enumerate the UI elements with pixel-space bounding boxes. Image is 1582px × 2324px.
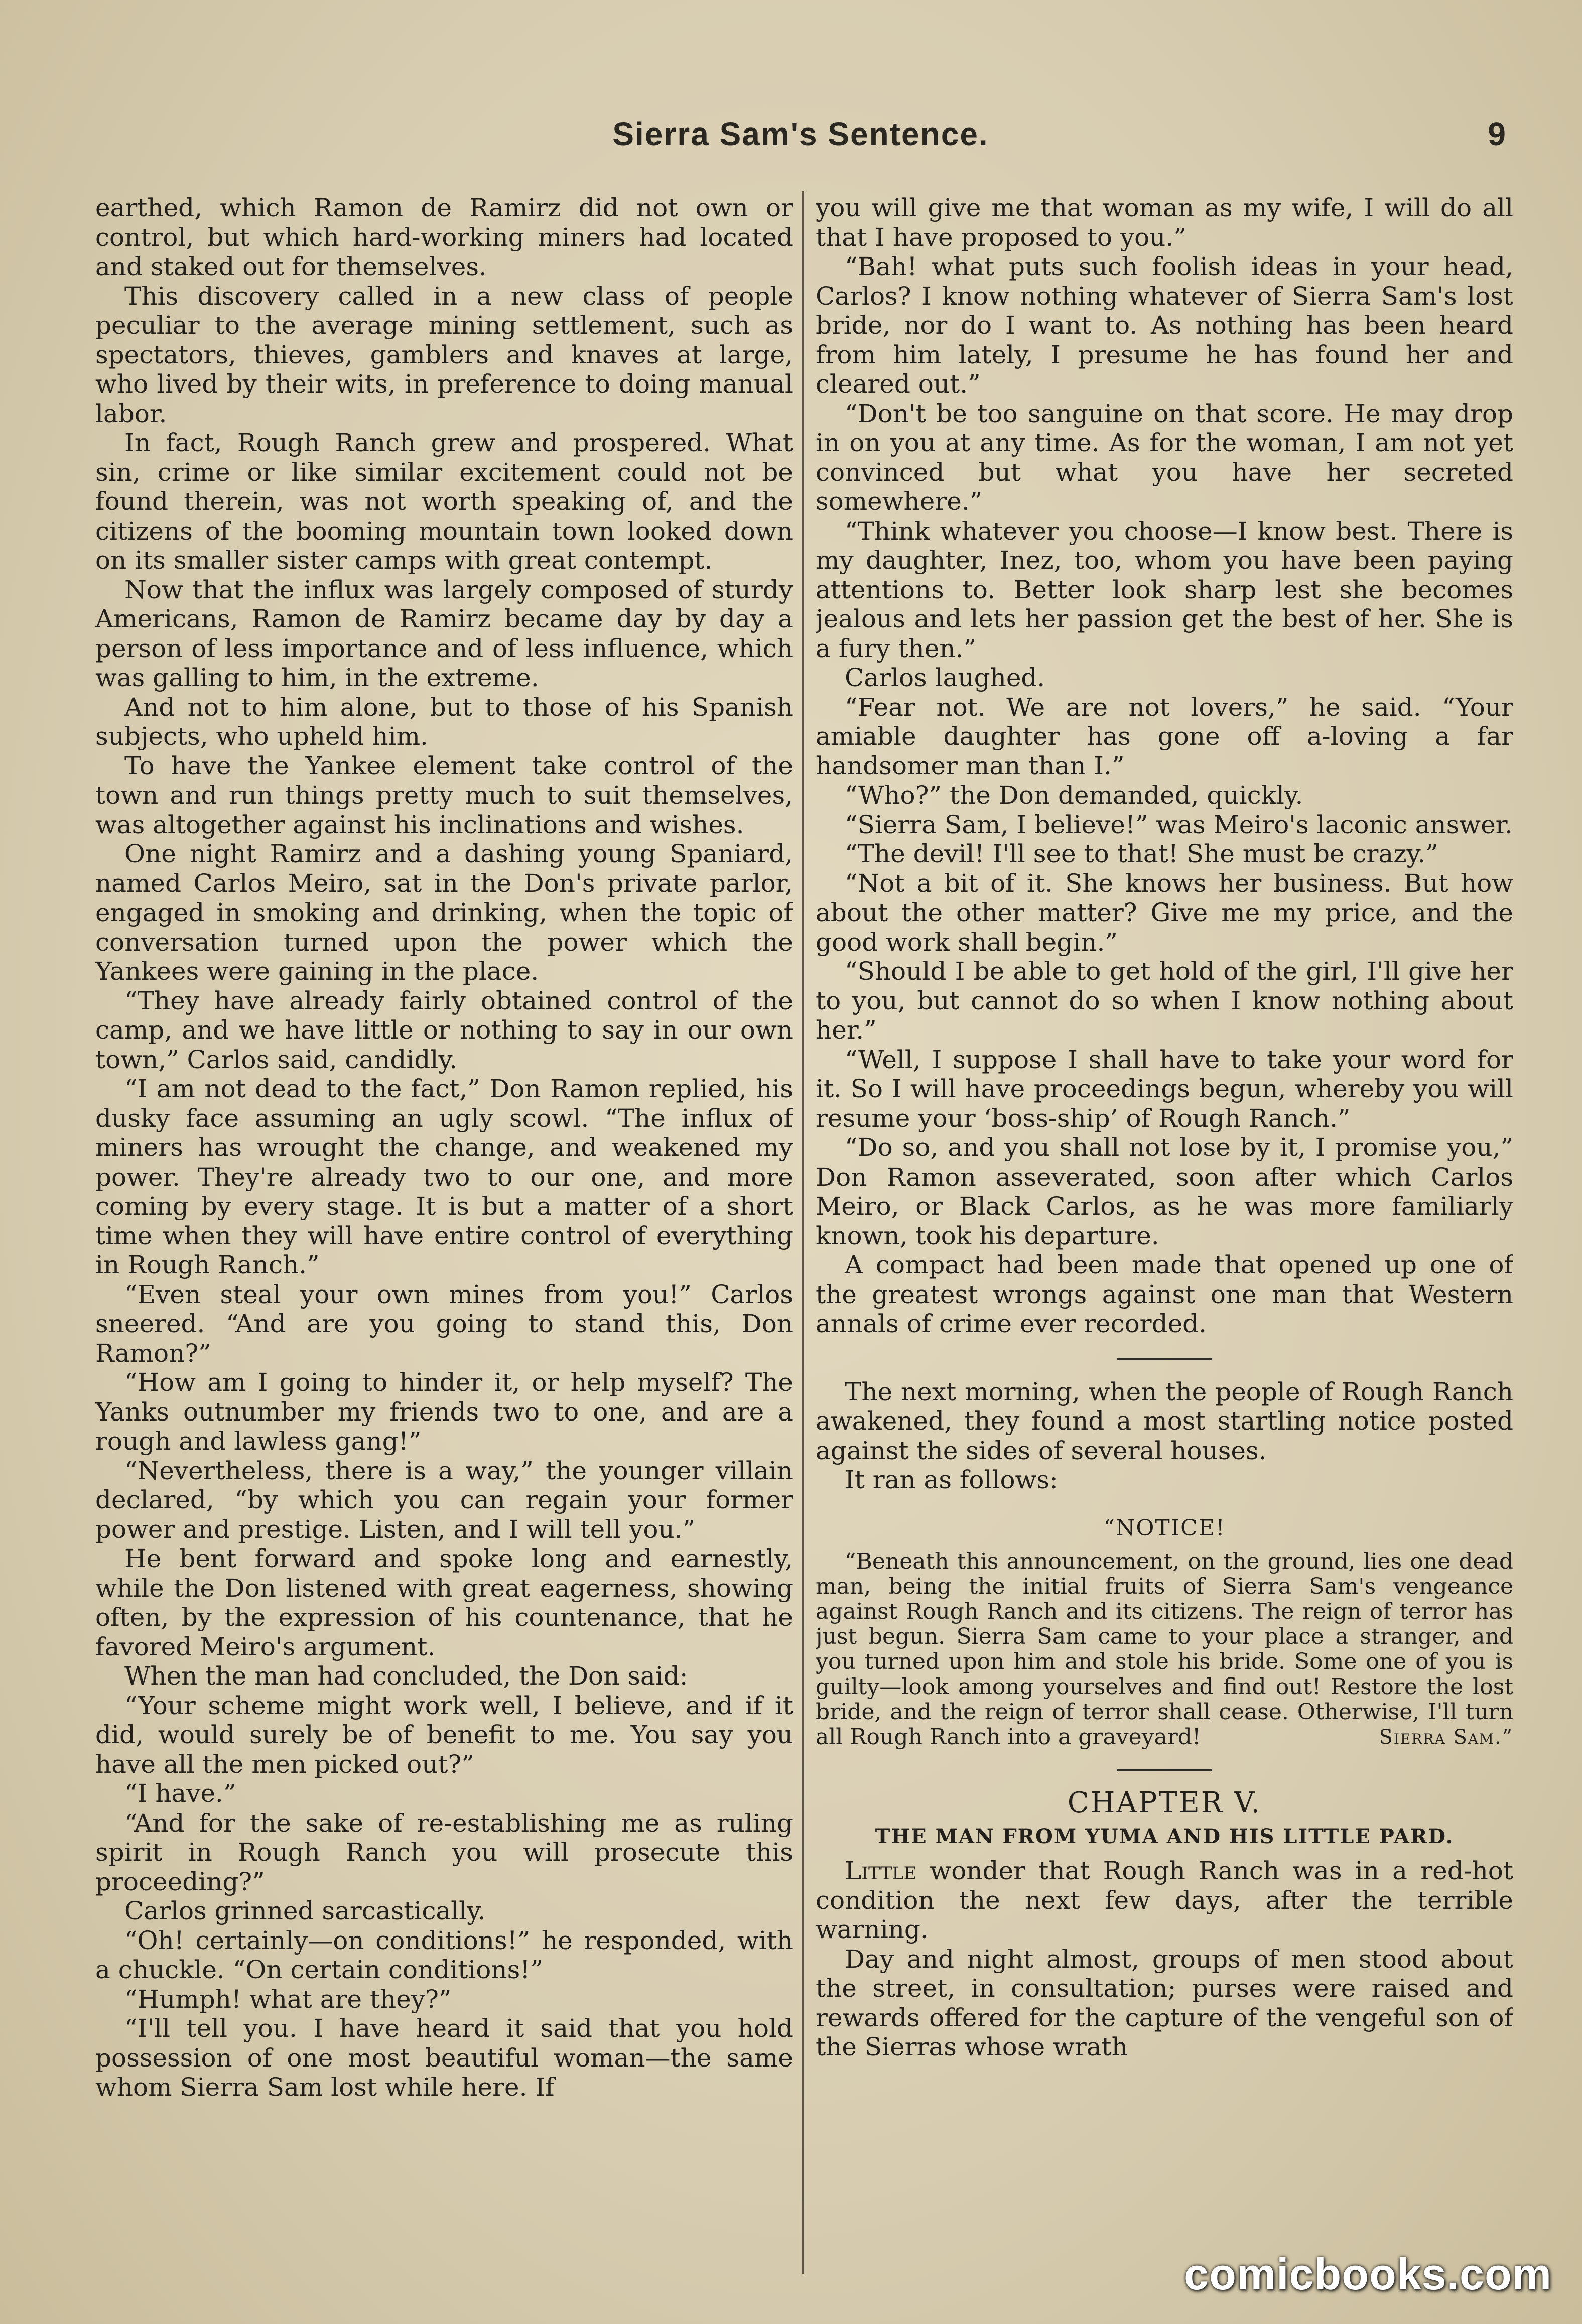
right-column (816, 193, 1513, 2276)
left-column (95, 193, 793, 2276)
notice-block (816, 1514, 1513, 1750)
paragraph: “Fear not. We are not lovers,” he said. “Your amiable daughter has gone off a-loving a far handsomer man than I.” (816, 692, 1513, 781)
chapter-rule (1117, 1769, 1212, 1771)
section-rule (1117, 1358, 1212, 1360)
paragraph: “Should I be able to get hold of the girl, I'll give her to you, but cannot do so when I know nothing about her.” (816, 957, 1513, 1045)
paragraph: The next morning, when the people of Rough Ranch awakened, they found a most startling notice posted against the sides of several houses. (816, 1377, 1513, 1465)
chapter-lead-word: Little (845, 1856, 917, 1885)
paragraph: “Oh! certainly—on conditions!” he responded, with a chuckle. “On certain conditions!” (95, 1925, 793, 1984)
paragraph: “I am not dead to the fact,” Don Ramon replied, his dusky face assuming an ugly scowl. “The influx of miners has wrought the change, and weakened my power. They're already two to our one, and more coming by every stage. It is but a matter of a short time when they will have entire control of everything in Rough Ranch.” (95, 1074, 793, 1279)
notice-signature: Sierra Sam.” (1379, 1726, 1513, 1749)
notice-text: “Beneath this announcement, on the ground, lies one dead man, being the initial fruits of Sierra Sam's vengeance against Rough Ranch and its citizens. The reign of terror has just begun. Sierra Sam came to your place a stranger, and you turned upon him and stole his bride. Some one of you is guilty—look among yourselves and find out! Restore the lost bride, and the reign of terror shall cease. Otherwise, I'll turn all Rough Ranch into a graveyard! (816, 1548, 1513, 1750)
chapter-heading: CHAPTER V. (1067, 1786, 1262, 1819)
paragraph: This discovery called in a new class of people peculiar to the average mining settlement, such as spectators, thieves, gamblers and knaves at large, who lived by their wits, in preference to doing manual labor. (95, 281, 793, 428)
paragraph: “Nevertheless, there is a way,” the younger villain declared, “by which you can regain your former power and prestige. Listen, and I will tell you.” (95, 1456, 793, 1544)
paragraph: Now that the influx was largely composed of sturdy Americans, Ramon de Ramirz became day by day a person of less importance and of less influence, which was galling to him, in the extreme. (95, 575, 793, 692)
paragraph: “And for the sake of re-establishing me as ruling spirit in Rough Ranch you will prosecute this proceeding?” (95, 1808, 793, 1896)
paragraph: “Don't be too sanguine on that score. He may drop in on you at any time. As for the woman, I am not yet convinced but what you have her secreted somewhere.” (816, 399, 1513, 516)
paragraph: It ran as follows: (845, 1465, 1058, 1494)
paragraph: earthed, which Ramon de Ramirz did not own or control, but which hard-working miners had located and staked out for themselves. (95, 193, 793, 281)
paragraph: Day and night almost, groups of men stood about the street, in consultation; purses were raised and rewards offered for the capture of the vengeful son of the Sierras whose wrath (816, 1944, 1513, 2061)
paragraph: “Your scheme might work well, I believe, and if it did, would surely be of benefit to me. You say you have all the men picked out?” (95, 1691, 793, 1779)
paragraph: “They have already fairly obtained control of the camp, and we have little or nothing to say in our own town,” Carlos said, candidly. (95, 986, 793, 1074)
paragraph: Carlos laughed. (845, 663, 1045, 692)
paragraph: “Bah! what puts such foolish ideas in your head, Carlos? I know nothing whatever of Sierra Sam's lost bride, nor do I want to. As nothing has been heard from him lately, I presume he has found her and cleared out.” (816, 252, 1513, 399)
chapter-first-paragraph-text: wonder that Rough Ranch was in a red-hot condition the next few days, after the terrible warning. (816, 1856, 1513, 1944)
paragraph: “Who?” the Don demanded, quickly. (845, 781, 1303, 810)
paragraph: “I'll tell you. I have heard it said that you hold possession of one most beautiful woman—the same whom Sierra Sam lost while here. If (95, 2014, 793, 2102)
column-divider (802, 191, 804, 2274)
paragraph: Carlos grinned sarcastically. (124, 1896, 486, 1925)
running-header (95, 110, 1506, 166)
notice-heading: “NOTICE! (1103, 1515, 1226, 1541)
paragraph: “Humph! what are they?” (124, 1984, 452, 2014)
paragraph: When the man had concluded, the Don said: (124, 1661, 688, 1691)
page-number: 9 (1488, 116, 1506, 152)
paragraph: “I have.” (124, 1779, 236, 1808)
running-title: Sierra Sam's Sentence. (612, 116, 989, 152)
notice-body (816, 1549, 1513, 1750)
paragraph: And not to him alone, but to those of his Spanish subjects, who upheld him. (95, 692, 793, 751)
paragraph: “How am I going to hinder it, or help myself? The Yanks outnumber my friends two to one, and are a rough and lawless gang!” (95, 1368, 793, 1456)
paragraph: “Well, I suppose I shall have to take your word for it. So I will have proceedings begun, whereby you will resume your ‘boss-ship’ of Rough Ranch.” (816, 1045, 1513, 1133)
paragraph: One night Ramirz and a dashing young Spaniard, named Carlos Meiro, sat in the Don's private parlor, engaged in smoking and drinking, when the topic of conversation turned upon the power which the Yankees were gaining in the place. (95, 839, 793, 986)
paragraph: He bent forward and spoke long and earnestly, while the Don listened with great eagerness, showing often, by the expression of his countenance, that he favored Meiro's argument. (95, 1544, 793, 1661)
paragraph: “The devil! I'll see to that! She must be crazy.” (845, 839, 1438, 868)
paragraph: “Even steal your own mines from you!” Carlos sneered. “And are you going to stand this, Don Ramon?” (95, 1279, 793, 1368)
paragraph: “Not a bit of it. She knows her business. But how about the other matter? Give me my price, and the good work shall begin.” (816, 868, 1513, 957)
paragraph: “Do so, and you shall not lose by it, I promise you,” Don Ramon asseverated, soon after which Carlos Meiro, or Black Carlos, as he was more familiarly known, took his departure. (816, 1133, 1513, 1250)
paragraph: In fact, Rough Ranch grew and prospered. What sin, crime or like similar excitement could not be found therein, was not worth speaking of, and the citizens of the booming mountain town looked down on its smaller sister camps with great contempt. (95, 428, 793, 575)
watermark-logo: comicbooks.com (1184, 2249, 1552, 2299)
chapter-subtitle: THE MAN FROM YUMA AND HIS LITTLE PARD. (875, 1824, 1454, 1848)
chapter-first-paragraph (816, 1856, 1513, 1945)
paragraph: To have the Yankee element take control of the town and run things pretty much to suit themselves, was altogether against his inclinations and wishes. (95, 751, 793, 839)
paragraph: “Sierra Sam, I believe!” was Meiro's laconic answer. (845, 810, 1513, 839)
paragraph: A compact had been made that opened up one of the greatest wrongs against one man that Western annals of crime ever recorded. (816, 1250, 1513, 1338)
paragraph: “Think whatever you choose—I know best. There is my daughter, Inez, too, whom you have been paying attentions to. Better look sharp lest she becomes jealous and lets her passion get the best of her. She is a fury then.” (816, 516, 1513, 663)
paragraph: you will give me that woman as my wife, I will do all that I have proposed to you.” (816, 193, 1513, 252)
